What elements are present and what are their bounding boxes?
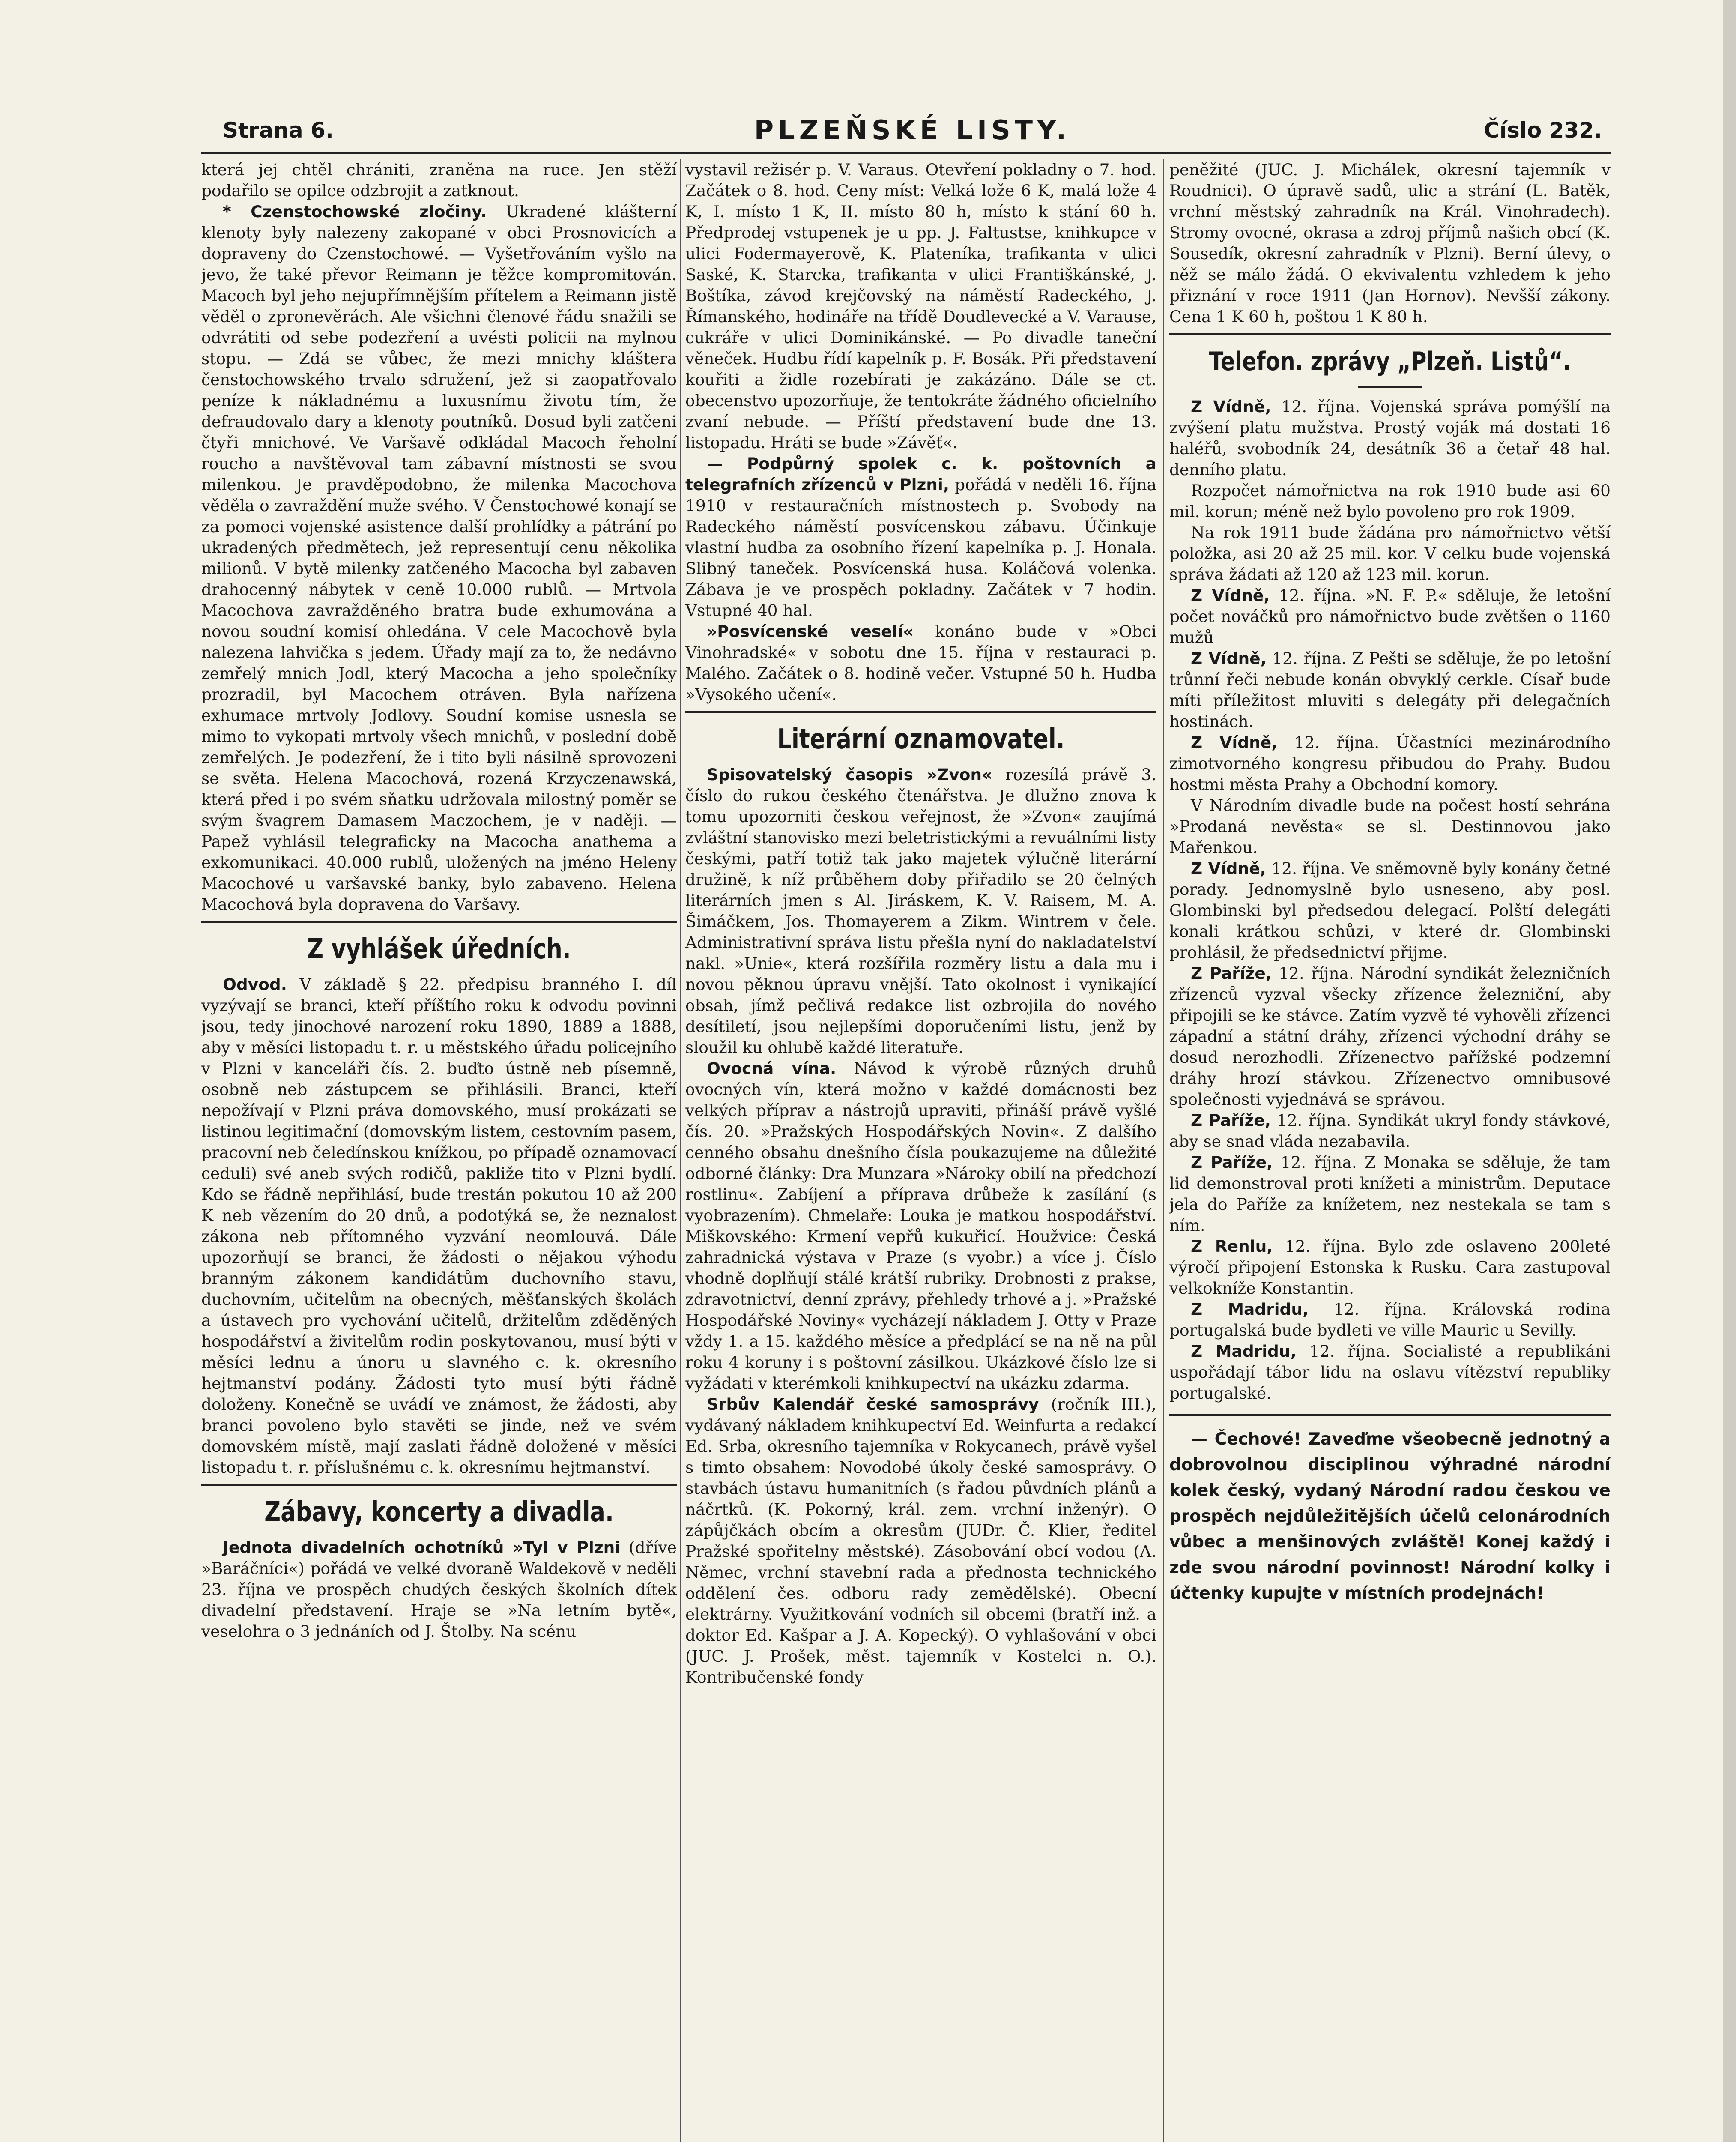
article-body: rozesílá právě 3. číslo do rukou českého čtenářstva. Je dlužno znova k tomu upozorniti českou veřejnost, že »Zvon« zaujímá zvláštní stanovisko mezi beletristickými a revuálními listy českými, patří totiž tak jako majetek výlučně literární družině, k níž průběhem doby přiřadilo se 20 čelných literárních jmen s Al. Jiráskem, K. V. Raisem, M. A. Šimáčkem, Jos. Thomayerem a Zikm. Wintrem v čele. Administrativní správa listu přešla nyní do nakladatelství nakl. »Unie«, která rozšířila rozměry listu a dala mu i novou pěknou úpravu vnější. Tato okolnost i vynikající obsah, jímž pečlivá redakce list ozbrojila do nového desítiletí, jsou nejlepšími doporučeními listu, jenž by sloužil ku ohlubě každé literatuře. bbox=[685, 765, 1156, 1057]
news-item bbox=[1169, 732, 1611, 795]
news-dateline: Z Vídně, bbox=[1191, 859, 1266, 878]
page-header bbox=[223, 109, 1602, 148]
article-headline: »Posvícenské veselí« bbox=[707, 622, 914, 641]
article-body: (dříve »Baráčníci«) pořádá ve velké dvoraně Waldekově v neděli 23. října ve prospěch chudých českých školních dítek divadelní představení. Hraje se »Na letním bytě«, veselohra o 3 jednáních od J. Štolby. Na scénu bbox=[201, 1538, 677, 1641]
column-1 bbox=[201, 159, 677, 2142]
section-title-zabavy: Zábavy, koncerty a divadla. bbox=[264, 1496, 614, 1528]
page-edge bbox=[1723, 0, 1736, 2142]
article-headline: Jednota divadelních ochotníků »Tyl v Plzni bbox=[223, 1538, 621, 1557]
news-item: Rozpočet námořnictva na rok 1910 bude asi 60 mil. korun; méně než bylo povoleno pro rok 1909. bbox=[1169, 481, 1611, 521]
news-item bbox=[1169, 1341, 1611, 1404]
column-2 bbox=[685, 159, 1156, 2142]
article-body: (ročník III.), vydávaný nákladem knihkupectví Ed. Weinfurta a redakcí Ed. Srba, okresního tajemníka v Rokycanech, právě vyšel s timto obsahem: Novodobé úkoly české samosprávy. O stavbách ústavu humanitních (s řadou půvdních plánů a náčrtků. (K. Pokorný, král. zem. vrchní inženýr). O zápůjčkách obcím a okresům (JUDr. Č. Klier, ředitel Pražské spořitelny městské). Zásobování obcí vodou (A. Němec, vrchní stavební rada a přednosta technického oddělení čes. odboru rady zemědělské). Obecní elektrárny. Využitkování vodních sil obcemi (bratří inž. a doktor Ed. Kašpar a J. A. Kopecký). O vyhlašování v obci (JUC. J. Prošek, měst. tajemník v Kostelci n. O.). Kontribučenské fondy bbox=[685, 1395, 1156, 1687]
news-dateline: Z Madridu, bbox=[1191, 1342, 1297, 1361]
news-dateline: Z Paříže, bbox=[1191, 1111, 1271, 1130]
header-rule bbox=[201, 152, 1611, 154]
news-item bbox=[1169, 1152, 1611, 1236]
news-item bbox=[1169, 858, 1611, 963]
news-item bbox=[1169, 648, 1611, 732]
article-odvod bbox=[201, 974, 677, 1478]
section-rule bbox=[201, 921, 677, 923]
appeal-text: — Čechové! Zaveďme všeobecně jednotný a dobrovolnou disciplinou výhradné národní kolek český, vydaný Národní radou českou ve prospěch nejdůležitějších účelů celonárodních vůbec a menšinových zvláště! Konej každý i zde svou národní povinnost! Národní kolky i účtenky kupujte v místních prodejnách! bbox=[1169, 1430, 1611, 1603]
news-body: 12. října. Bylo zde oslaveno 200leté výročí připojení Estonska k Rusku. Cara zastupoval velkokníže Konstantin. bbox=[1169, 1237, 1611, 1298]
news-body: 12. října. Syndikát ukryl fondy stávkové, aby se snad vláda nezabavila. bbox=[1169, 1111, 1611, 1151]
news-body: 12. října. Socialisté a republikáni uspořádají tábor lidu na oslavu vítězství republiky portugalské. bbox=[1169, 1342, 1611, 1403]
section-title-literarni: Literární oznamovatel. bbox=[777, 724, 1065, 755]
news-dateline: Z Vídně, bbox=[1191, 733, 1278, 752]
article-czenstochowa bbox=[201, 201, 677, 915]
article-ovocna-vina bbox=[685, 1058, 1156, 1394]
news-item bbox=[1169, 396, 1611, 480]
column-separator bbox=[680, 159, 681, 2142]
section-rule bbox=[1169, 333, 1611, 335]
article-continued: vystavil režisér p. V. Varaus. Otevření pokladny o 7. hod. Začátek o 8. hod. Ceny míst: Velká lože 6 K, malá lože 4 K, I. místo 1 K, II. místo 80 h, místo k stání 60 h. Předprodej vstupenek je u pp. J. Faltustse, knihkupce v ulici Fodermayerově, K. Plateníka, trafikanta v ulici Saské, K. Starcka, trafikanta v ulici Františkánské, J. Boštíka, závod krejčovský na náměstí Radeckého, J. Římanského, hodináře na třídě Doudlevecké a V. Varause, cukráře v ulici Dominikánské. — Po divadle taneční věneček. Hudbu řídí kapelník p. F. Bosák. Při představení kouřiti a židle rozebírati je zakázáno. Dále se ct. obecenstvo upozorňuje, že tentokráte žádného oficielního zvaní nebude. — Příští představení bude dne 13. listopadu. Hráti se bude »Závěť«. bbox=[685, 160, 1156, 452]
news-body: 12. října. Z Monaka se sděluje, že tam lid demonstroval proti knížeti a ministrům. Deputace jela do Paříže za knížetem, nez nestekala se tam s ním. bbox=[1169, 1153, 1611, 1235]
appeal-box bbox=[1169, 1414, 1611, 1606]
article-body: pořádá v neděli 16. října 1910 v restauračních místnostech p. Svobody na Radeckého náměstí posvícenskou zábavu. Účinkuje vlastní hudba za osobního řízení kapelníka p. J. Honala. Slibný taneček. Posvícenská husa. Koláčová volenka. Zábava je ve prospěch pokladny. Začátek v 7 hodin. Vstupné 40 hal. bbox=[685, 475, 1156, 620]
article-tyl bbox=[201, 1537, 677, 1642]
column-separator bbox=[1163, 159, 1164, 2142]
news-dateline: Z Renlu, bbox=[1191, 1237, 1273, 1256]
news-body: 12. října. Královská rodina portugalská bude bydleti ve ville Mauric u Sevilly. bbox=[1169, 1300, 1611, 1340]
article-headline: — Podpůrný spolek c. k. poštovních a telegrafních zřízenců v Plzni, bbox=[685, 454, 1156, 494]
article-headline: Odvod. bbox=[223, 975, 287, 994]
news-dateline: Z Vídně, bbox=[1191, 586, 1270, 605]
column-3 bbox=[1169, 159, 1611, 2142]
article-body: Návod k výrobě různých druhů ovocných vín, která možno v každé domácnosti bez velkých příprav a nástrojů upraviti, přináší právě vyšlé čís. 20. »Pražských Hospodářských Novin«. Z dalšího cenného obsahu dnešního čísla poukazujeme na důležité odborné články: Dra Munzara »Nároky obilí na předchozí rostlinu«. Zabíjení a příprava drůbeže k zasílání (s vyobrazením). Chmelaře: Louka je matkou hospodářství. Miškovského: Krmení vepřů kukuřicí. Houžvice: Česká zahradnická výstava v Praze (s vyobr.) a více j. Číslo vhodně doplňují stálé krátší rubriky. Drobnosti z prakse, zdravotnictví, denní zprávy, přehledy trhové a j. »Pražské Hospodářské Noviny« vycházejí nákladem J. Otty v Praze vždy 1. a 15. každého měsíce a předplácí se na ně na půl roku 4 koruny i s poštovní zásilkou. Ukázkové číslo lze si vyžádati v kterémkoli knihkupectví na ukázku zdarma. bbox=[685, 1059, 1156, 1393]
section-rule bbox=[201, 1484, 677, 1486]
section-title-vyhlasek: Z vyhlášek úředních. bbox=[307, 933, 571, 965]
article-headline: Srbův Kalendář české samosprávy bbox=[707, 1395, 1039, 1414]
article-continued: peněžité (JUC. J. Michálek, okresní tajemník v Roudnici). O úpravě sadů, ulic a strání (L. Batěk, vrchní městský zahradník na Král. Vinohradech). Stromy ovocné, okrasa a zdroj příjmů našich obcí (K. Sousedík, okresní zahradník v Plzni). Berní úlevy, o něž se málo žádá. O ekvivalentu vzhledem k jeho přiznání v roce 1911 (Jan Hornov). Nevšší zákony. Cena 1 K 60 h, poštou 1 K 80 h. bbox=[1169, 160, 1611, 326]
article-zvon bbox=[685, 764, 1156, 1058]
article-podpurny-spolek bbox=[685, 453, 1156, 621]
news-dateline: Z Vídně, bbox=[1191, 397, 1271, 416]
article-headline: Spisovatelský časopis »Zvon« bbox=[707, 765, 992, 784]
news-item bbox=[1169, 963, 1611, 1110]
article-body: V základě § 22. předpisu branného I. díl vyzývají se branci, kteří příštího roku k odvodu povinni jsou, tedy jinochové narození roku 1890, 1889 a 1888, aby v měsíci listopadu t. r. u městského úřadu policejního v Plzni v kanceláři čís. 2. buďto ústně neb písemně, osobně neb zástupcem se přihlásili. Branci, kteří nepožívají v Plzni práva domovského, musí prokázati se listinou legitimační (domovským listem, cestovním pasem, pracovní neb čeledínskou knížkou, po případě oznamovací ceduli) své aneb svých rodičů, pakliže tito v Plzni bydlí. Kdo se řádně nepřihlásí, bude trestán pokutou 10 až 200 K neb vězením do 20 dnů, a podotýká se, že neznalost zákona neb přítomného vyzvání neomlouvá. Dále upozorňují se branci, že žádosti o nějakou výhodu branným zákonem kandidátům duchovního stavu, duchovním, učitelům na obecných, měšťanských školách a ústavech pro vychování učitelů, držitelům zděděných hospodářství a živitelům rodin poskytovanou, musí býti v měsíci lednu a únoru u slavného c. k. okresního hejtmanství podány. Žádosti tyto musí býti řádně doloženy. Konečně se uvádí ve známost, že žádosti, aby branci povoleno bylo stavěti se jinde, než ve svém domovském místě, mají zaslati řádně doložené v měsíci listopadu t. r. příslušnému c. k. okresnímu hejtmanství. bbox=[201, 975, 677, 1477]
article-body: Ukradené klášterní klenoty byly nalezeny zakopané v obci Prosnovicích a dopraveny do Czenstochowé. — Vyšetřováním vyšlo na jevo, že také převor Reimann je těžce kompromitován. Macoch byl jeho nejupřímnějším přítelem a Reimann jistě věděl o zpronevěrách. Ale všichni členové řádu snažili se odvrátiti od sebe podezření a uvésti policii na mylnou stopu. — Zdá se vůbec, že mezi mnichy kláštera čenstochowského trvalo sdružení, jež si zaopatřovalo peníze k nákladnému a luxusnímu životu tím, že defraudovalo dary a klenoty poutníků. Dosud byli zatčeni čtyři mnichové. Ve Varšavě odkládal Macoch řeholní roucho a navštěvoval tam zábavní místnosti se svou milenkou. Je pravděpodobno, že milenka Macochova věděla o zavraždění muže svého. V Čenstochowé konají se za pomoci vojenské asistence další prohlídky a pátrání po ukradených předmětech, jež representují cenu několika milionů. V bytě milenky zatčeného Macocha byl zabaven drahocenný nábytek v ceně 10.000 rublů. — Mrtvola Macochova zavražděného bratra bude exhumována a novou soudní komisí ohledána. V cele Macochově byla nalezena lahvička s jedem. Úřady mají za to, že nedávno zemřelý mnich Jodl, který Macocha a jeho společníky prozradil, byl Macochem otráven. Byla nařízena exhumace mrtvoly Jodlovy. Soudní komise usnesla se mimo to vykopati mrtvoly všech mnichů, v poslední době zemřelých. Je podezření, že i tito byli násilně sprovozeni se světa. Helena Macochová, rozená Krzyczenawská, která před i po svém sňatku udržovala milostný poměr se svým švagrem Damasem Maczochem, je v naději. — Papež vyhlásil telegraficky na Macocha anathema a exkomunikaci. 40.000 rublů, uložených na jméno Heleny Macochové u varšavské banky, bylo zabaveno. Helena Macochová byla dopravena do Varšavy. bbox=[201, 202, 677, 914]
news-dateline: Z Paříže, bbox=[1191, 964, 1272, 983]
news-body: 12. října. Národní syndikát železničních zřízenců vyzval všecky zřízence železniční, aby připojili se ke stávce. Zatím vyzvě té vyhověli zřízenci západní a státní dráhy, zřízenci východní dráhy se dosud nerozhodli. Zřízenectvo pařížské podzemní dráhy hrozí stávkou. Zřízenectvo omnibusové společnosti vyjednává se správou. bbox=[1169, 964, 1611, 1109]
article-body: konáno bude v »Obci Vinohradské« v sobotu dne 15. října v restauraci p. Malého. Začátek o 8. hodině večer. Vstupné 50 h. Hudba »Vysokého učení«. bbox=[685, 622, 1156, 704]
article-posvicenske bbox=[685, 621, 1156, 705]
article-headline: Ovocná vína. bbox=[707, 1059, 837, 1078]
article-continued: která jej chtěl chrániti, zraněna na ruce. Jen stěží podařilo se opilce odzbrojit a zatknout. bbox=[201, 160, 677, 200]
news-item: Na rok 1911 bude žádána pro námořnictvo větší položka, asi 20 až 25 mil. kor. V celku bude vojenská správa žádati až 120 až 123 mil. korun. bbox=[1169, 523, 1611, 584]
section-rule bbox=[685, 711, 1156, 713]
article-srbuv-kalendar bbox=[685, 1394, 1156, 1688]
news-body: 12. října. »N. F. P.« sděluje, že letošní počet nováčků pro námořnictvo bude zvětšen o 1160 mužů bbox=[1169, 586, 1611, 647]
news-dateline: Z Paříže, bbox=[1191, 1153, 1273, 1172]
section-title-telefon: Telefon. zprávy „Plzeň. Listů“. bbox=[1209, 347, 1571, 377]
issue-number: Číslo 232. bbox=[1484, 118, 1602, 143]
news-item bbox=[1169, 585, 1611, 648]
news-body: 12. října. Z Pešti se sděluje, že po letošní trůnní řeči nebude konán obvyklý cerkle. Císař bude míti příležitost mluviti s delegáty při delegačních hostinách. bbox=[1169, 649, 1611, 731]
news-item bbox=[1169, 1299, 1611, 1341]
news-item: V Národním divadle bude na počest hostí sehrána »Prodaná nevěsta« se sl. Destinnovou jako Mařenkou. bbox=[1169, 796, 1611, 857]
page-number: Strana 6. bbox=[223, 118, 334, 143]
short-rule bbox=[1358, 386, 1422, 388]
news-dateline: Z Vídně, bbox=[1191, 649, 1267, 668]
news-body: 12. října. Vojenská správa pomýšlí na zvýšení platu mužstva. Prostý voják má dostati 16 haléřů, svobodník 24, desátník 36 a četař 48 hal. denního platu. bbox=[1169, 397, 1611, 479]
news-body: 12. října. Účastníci mezinárodního zimotvorného kongresu přibudou do Prahy. Budou hostmi města Prahy a Obchodní komory. bbox=[1169, 733, 1611, 794]
newspaper-title: PLZEŇSKÉ LISTY. bbox=[754, 114, 1071, 146]
news-item bbox=[1169, 1236, 1611, 1299]
news-dateline: Z Madridu, bbox=[1191, 1300, 1309, 1319]
news-item bbox=[1169, 1110, 1611, 1152]
article-headline: * Czenstochowské zločiny. bbox=[223, 202, 487, 221]
news-body: 12. října. Ve sněmovně byly konány četné porady. Jednomyslně bylo usneseno, aby posl. Glombinski byl předsedou delegací. Polští delegáti konali krátkou schůzi, v které dr. Glombinski prohlásil, že předsednictví přijme. bbox=[1169, 859, 1611, 962]
